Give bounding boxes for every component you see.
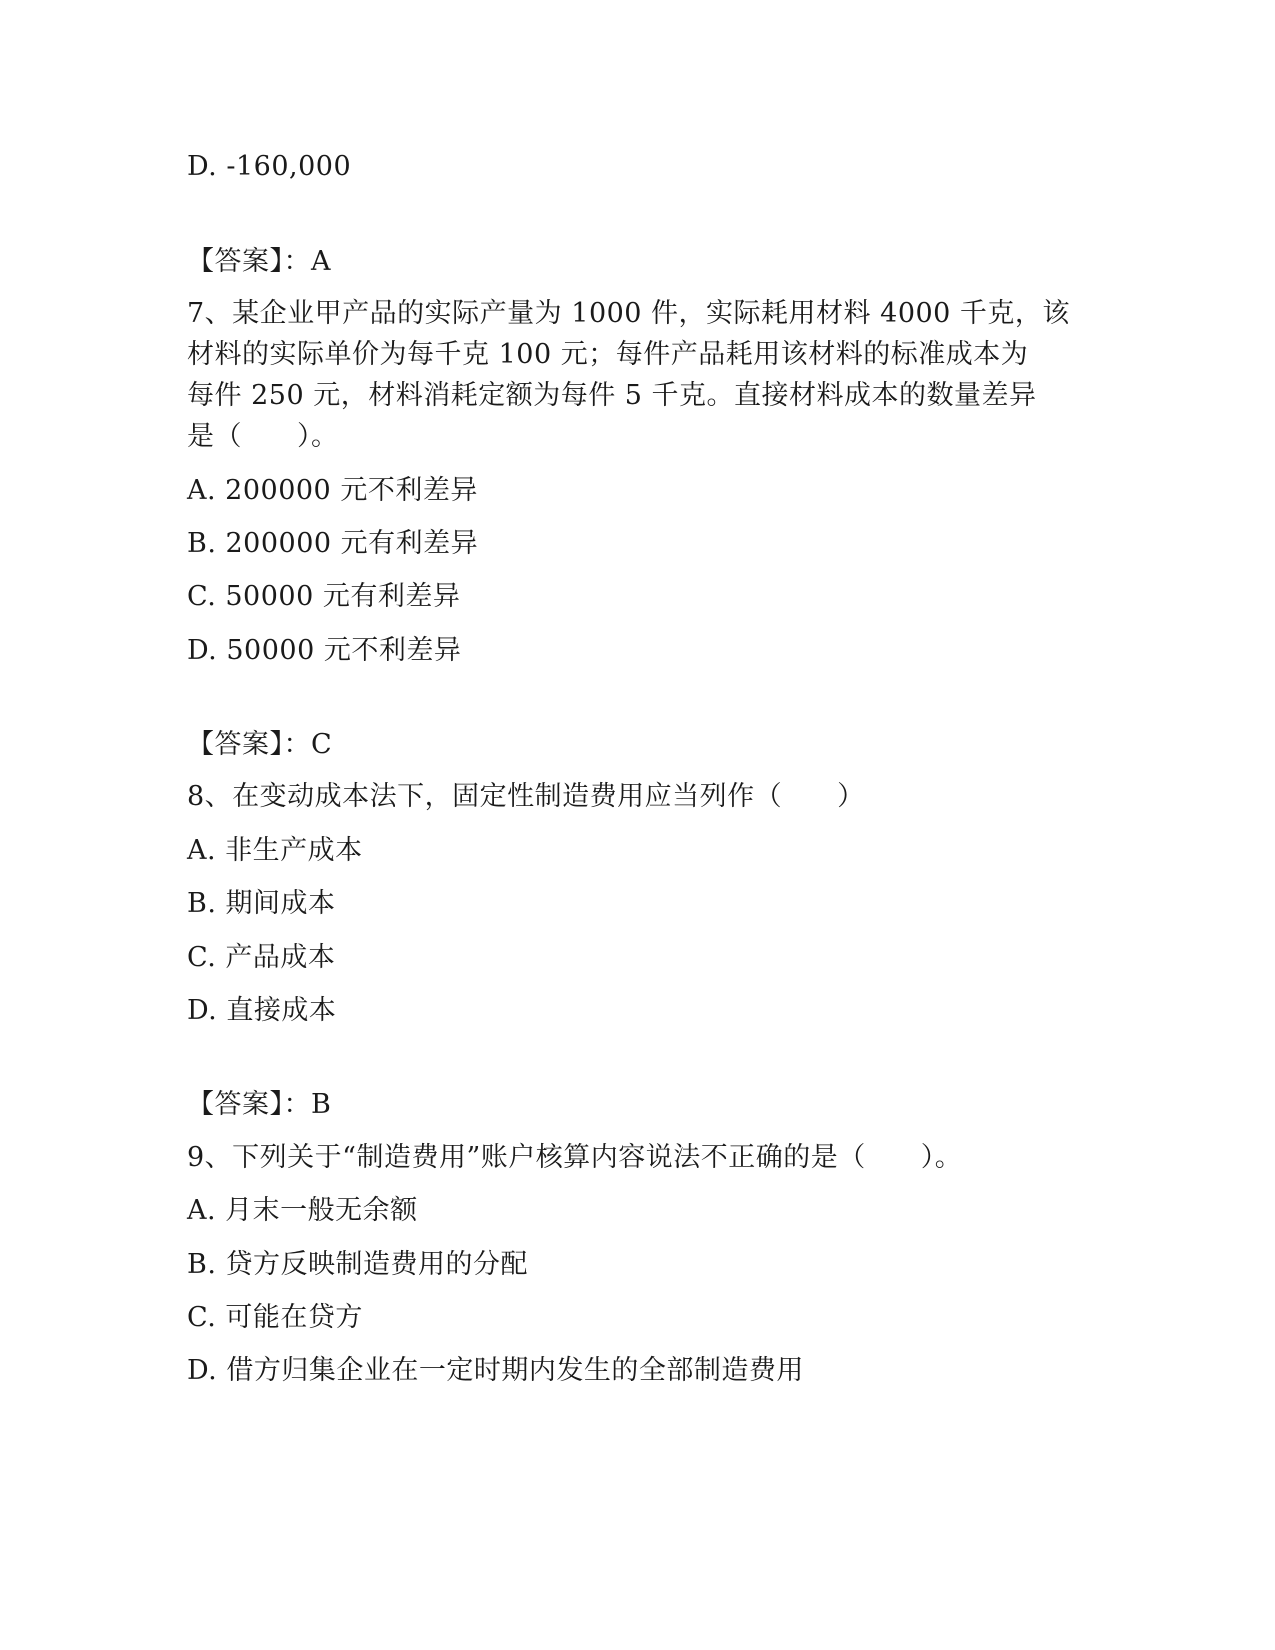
q7-option-c: C. 50000 元有利差异 xyxy=(187,581,461,612)
q7-answer: 【答案】：C xyxy=(187,729,333,760)
q9-option-a: A. 月末一般无余额 xyxy=(187,1195,418,1226)
q9-option-c: C. 可能在贷方 xyxy=(187,1302,363,1333)
q7-stem-line-2: 材料的实际单价为每千克 100 元；每件产品耗用该材料的标准成本为 xyxy=(187,339,1029,370)
q8-option-b: B. 期间成本 xyxy=(187,888,336,919)
q6-answer: 【答案】：A xyxy=(187,246,331,277)
q7-stem-line-3: 每件 250 元，材料消耗定额为每件 5 千克。直接材料成本的数量差异 xyxy=(187,380,1037,411)
q9-option-b: B. 贷方反映制造费用的分配 xyxy=(187,1249,529,1280)
q7-stem-line-1: 7、某企业甲产品的实际产量为 1000 件，实际耗用材料 4000 千克，该 xyxy=(187,298,1070,329)
q8-answer: 【答案】：B xyxy=(187,1089,332,1120)
q8-option-c: C. 产品成本 xyxy=(187,942,336,973)
q9-stem: 9、下列关于“制造费用”账户核算内容说法不正确的是（ ）。 xyxy=(187,1142,963,1173)
q8-stem: 8、在变动成本法下，固定性制造费用应当列作（ ） xyxy=(187,781,865,812)
q7-option-d: D. 50000 元不利差异 xyxy=(187,635,462,666)
q7-option-a: A. 200000 元不利差异 xyxy=(187,475,478,506)
q7-option-b: B. 200000 元有利差异 xyxy=(187,528,479,559)
q9-option-d: D. 借方归集企业在一定时期内发生的全部制造费用 xyxy=(187,1355,804,1386)
q7-stem-line-4: 是（ ）。 xyxy=(187,421,339,452)
q8-option-a: A. 非生产成本 xyxy=(187,835,363,866)
q6-option-d: D. -160,000 xyxy=(187,151,352,182)
q8-option-d: D. 直接成本 xyxy=(187,995,337,1026)
